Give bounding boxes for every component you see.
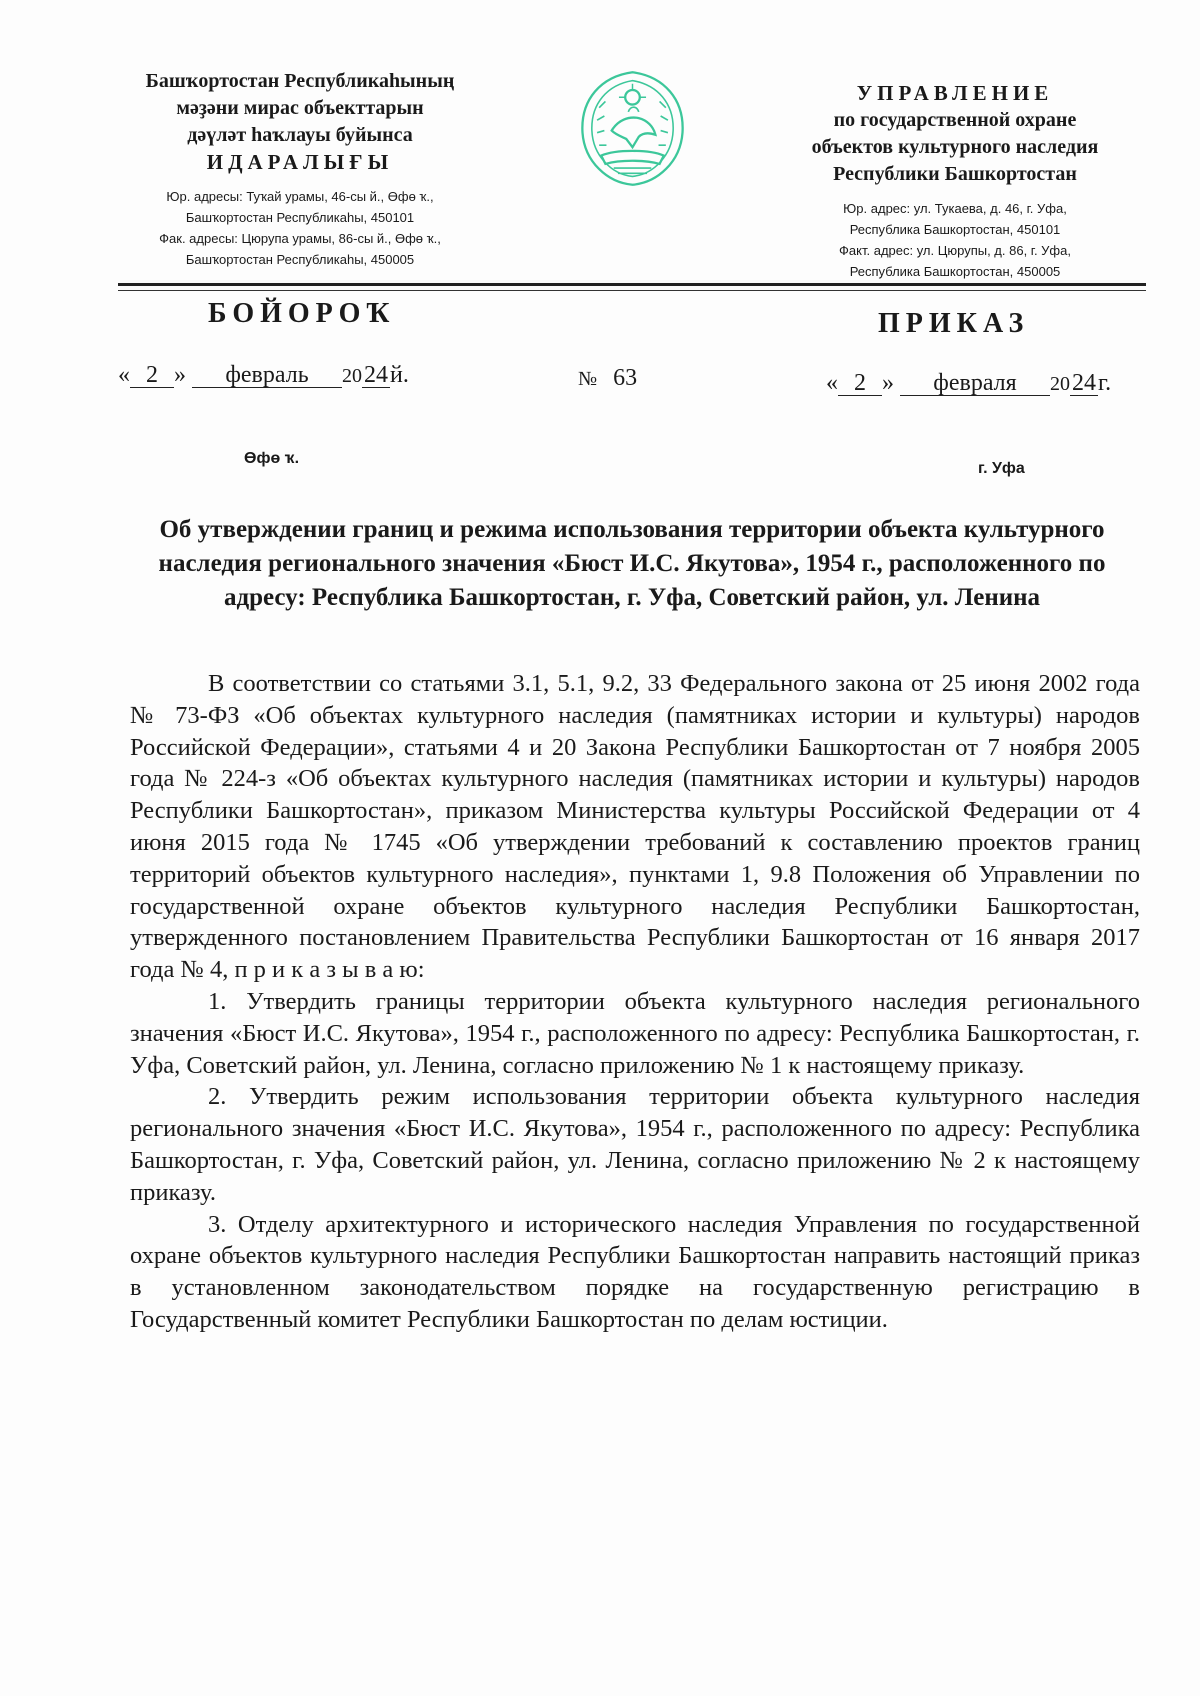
org-name-bashkir-line2: мәҙәни мирас объекттарын	[176, 97, 424, 119]
address-russian	[760, 198, 1150, 282]
body-paragraph-item-1: 1. Утвердить границы территории объекта культурного наследия регионального значения «Бюст И.С. Якутова», 1954 г., расположенного по адресу: Республика Башкортостан, г. Уфа, Советский район, ул. Ленина, согласно приложению № 1 к настоящему приказу.	[130, 987, 1140, 1079]
date-russian-month: февраля	[900, 371, 1050, 396]
address-russian-line2: Республика Башкортостан, 450101	[849, 222, 1061, 237]
address-russian-line4: Республика Башкортостан, 450005	[849, 264, 1061, 279]
org-name-russian-line4: Республики Башкортостан	[833, 163, 1077, 185]
address-bashkir-line3: Фак. адресы: Цюрупа урамы, 86-сы й., Өфө ҡ.,	[159, 231, 441, 246]
org-name-russian-line3: объектов культурного наследия	[811, 136, 1099, 158]
date-bashkir-close-quote: »	[174, 362, 186, 388]
date-bashkir-month: февраль	[192, 363, 342, 388]
bashkortostan-emblem-icon	[570, 66, 695, 191]
title-russian: ПРИКАЗ	[878, 308, 1030, 339]
org-name-russian-line1: УПРАВЛЕНИЕ	[856, 81, 1054, 105]
date-bashkir-day: 2	[130, 363, 174, 388]
header-divider-thick	[118, 283, 1146, 286]
address-bashkir-line4: Башҡортостан Республикаһы, 450005	[185, 252, 415, 267]
body-paragraph-preamble: В соответствии со статьями 3.1, 5.1, 9.2, 33 Федерального закона от 25 июня 2002 года № 73-ФЗ «Об объектах культурного наследия (памятниках истории и культуры) народов Российской Федерации», статьями 4 и 20 Закона Республики Башкортостан от 7 ноября 2005 года № 224-з «Об объектах культурного наследия (памятниках истории и культуры) народов Республики Башкортостан», приказом Министерства культуры Российской Федерации от 4 июня 2015 года № 1745 «Об утверждении требований к составлению проектов границ территорий объектов культурного наследия», пунктами 1, 9.8 Положения об Управлении по государственной охране объектов культурного наследия Республики Башкортостан, утвержденного постановлением Правительства Республики Башкортостан от 16 января 2017 года № 4, п р и к а з ы в а ю:	[130, 670, 1140, 984]
order-number-value: 63	[613, 365, 638, 391]
date-russian-year: 24	[1072, 370, 1096, 396]
document-heading: Об утверждении границ и режима использования территории объекта культурного наследия регионального значения «Бюст И.С. Якутова», 1954 г., расположенного по адресу: Республика Башкортостан, г. Уфа, Советский район, ул. Ленина	[158, 516, 1106, 611]
order-number	[578, 365, 637, 392]
date-bashkir-open-quote: «	[118, 362, 130, 388]
address-bashkir	[110, 186, 490, 270]
order-number-sign: №	[578, 368, 598, 390]
address-bashkir-line2: Башҡортостан Республикаһы, 450101	[185, 210, 415, 225]
address-russian-line1: Юр. адрес: ул. Тукаева, д. 46, г. Уфа,	[843, 201, 1067, 216]
date-russian-suffix: г.	[1098, 370, 1112, 396]
date-russian-century: 20	[1050, 373, 1070, 395]
date-bashkir-century: 20	[342, 365, 362, 387]
document-body	[130, 668, 1140, 1336]
org-name-bashkir-line4: ИДАРАЛЫҒЫ	[206, 150, 394, 174]
date-russian-day: 2	[838, 371, 882, 396]
header-left-bashkir	[110, 68, 490, 270]
body-paragraph-item-3: 3. Отделу архитектурного и исторического наследия Управления по государственной охране объектов культурного наследия Республики Башкортостан направить настоящий приказ в установленном законодательством порядке на государственную регистрацию в Государственный комитет Республики Башкортостан по делам юстиции.	[130, 1210, 1140, 1333]
org-name-russian-line2: по государственной охране	[833, 109, 1077, 131]
date-russian	[826, 370, 1111, 397]
header-right-russian	[760, 80, 1150, 282]
city-bashkir: Өфө ҡ.	[244, 450, 300, 467]
date-bashkir	[118, 362, 409, 389]
date-russian-close-quote: »	[882, 370, 894, 396]
org-name-bashkir-line3: дәүләт һаҡлауы буйынса	[187, 124, 413, 146]
title-bashkir: БОЙОРОҠ	[208, 298, 396, 329]
date-russian-open-quote: «	[826, 370, 838, 396]
date-bashkir-suffix: й.	[390, 362, 409, 388]
address-bashkir-line1: Юр. адресы: Туҡай урамы, 46-сы й., Өфө ҡ.,	[166, 189, 434, 204]
date-bashkir-year: 24	[364, 362, 388, 388]
header-divider-thin	[118, 290, 1146, 291]
org-name-bashkir-line1: Башҡортостан Республикаһының	[145, 70, 455, 92]
address-russian-line3: Факт. адрес: ул. Цюрупы, д. 86, г. Уфа,	[839, 243, 1071, 258]
city-russian: г. Уфа	[978, 460, 1025, 477]
body-paragraph-item-2: 2. Утвердить режим использования территории объекта культурного наследия регионального значения «Бюст И.С. Якутова», 1954 г., расположенного по адресу: Республика Башкортостан, г. Уфа, Советский район, ул. Ленина, согласно приложению № 2 к настоящему приказу.	[130, 1083, 1140, 1206]
